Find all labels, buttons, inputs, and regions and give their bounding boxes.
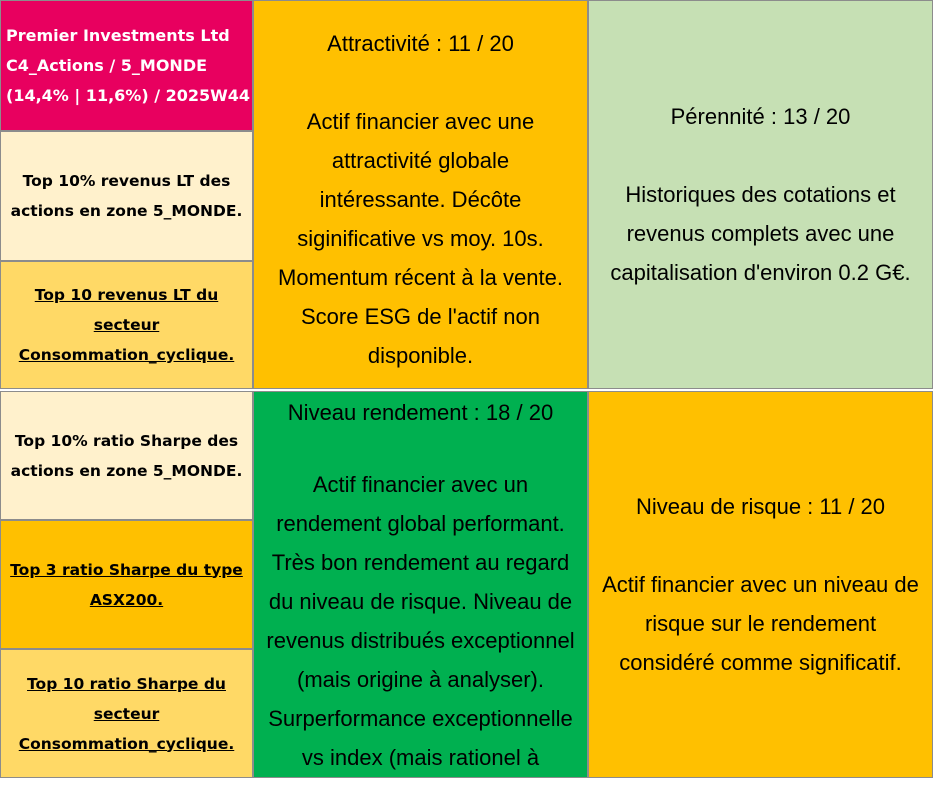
category-label: C4_Actions / 5_MONDE (6, 55, 208, 75)
attractivite-line: Momentum récent à la vente. (278, 265, 563, 290)
attractivite-line: attractivité globale (331, 148, 510, 173)
top-sharpe-zone-cell (0, 391, 253, 520)
rendement-line: Très bon rendement au regard (271, 550, 570, 575)
perennite-line: capitalisation d'environ 0.2 G€. (610, 260, 911, 285)
performance-week-label: (14,4% | 11,6%) / 2025W44 (6, 85, 251, 105)
attractivite-line: siginificative vs moy. 10s. (297, 226, 544, 251)
cell-line[interactable]: secteur (93, 316, 160, 334)
attractivite-line: disponible. (367, 343, 474, 368)
rendement-line: revenus distribués exceptionnel (266, 628, 575, 653)
cell-line: actions en zone 5_MONDE. (10, 461, 243, 480)
cell-line: actions en zone 5_MONDE. (10, 202, 243, 220)
top-revenus-secteur-cell[interactable] (0, 261, 253, 389)
top-revenus-zone-cell (0, 131, 253, 261)
cell-line[interactable]: ASX200. (89, 590, 164, 609)
company-name: Premier Investments Ltd (6, 25, 230, 45)
rendement-line: vs index (mais rationel à (301, 745, 540, 770)
cell-line: Top 10% ratio Sharpe des (14, 431, 239, 450)
cell-line[interactable]: secteur (93, 704, 160, 723)
rendement-line: du niveau de risque. Niveau de (268, 589, 573, 614)
rendement-line: (mais origine à analyser). (297, 667, 544, 692)
risque-cell (588, 391, 933, 778)
top-sharpe-type-cell[interactable] (0, 520, 253, 649)
attractivite-cell (253, 0, 588, 389)
attractivite-line: Actif financier avec une (306, 109, 535, 134)
attractivite-line: intéressante. Décôte (319, 187, 522, 212)
risque-line: Actif financier avec un niveau de (602, 572, 919, 597)
perennite-title: Pérennité : 13 / 20 (670, 104, 851, 129)
rendement-cell (253, 391, 588, 778)
risque-line: considéré comme significatif. (619, 650, 902, 675)
top-sharpe-secteur-cell[interactable] (0, 649, 253, 778)
attractivite-line: Score ESG de l'actif non (301, 304, 540, 329)
perennite-line: Historiques des cotations et (625, 182, 896, 207)
cell-line[interactable]: Consommation_cyclique. (18, 734, 235, 753)
cell-line: Top 10% revenus LT des (22, 172, 231, 190)
attractivite-title: Attractivité : 11 / 20 (327, 31, 514, 56)
cell-line[interactable]: Top 10 ratio Sharpe du (27, 674, 226, 693)
rendement-line: Actif financier avec un (312, 472, 529, 497)
perennite-cell (588, 0, 933, 389)
cell-line[interactable]: Top 10 revenus LT du (34, 286, 219, 304)
cell-line[interactable]: Consommation_cyclique. (18, 346, 235, 364)
company-header (0, 0, 253, 131)
cell-line[interactable]: Top 3 ratio Sharpe du type (10, 560, 243, 579)
rendement-line: rendement global performant. (276, 511, 565, 536)
risque-title: Niveau de risque : 11 / 20 (635, 494, 886, 519)
perennite-line: revenus complets avec une (626, 221, 895, 246)
rendement-title: Niveau rendement : 18 / 20 (287, 400, 554, 425)
rendement-line: Surperformance exceptionnelle (268, 706, 573, 731)
risque-line: risque sur le rendement (644, 611, 877, 636)
